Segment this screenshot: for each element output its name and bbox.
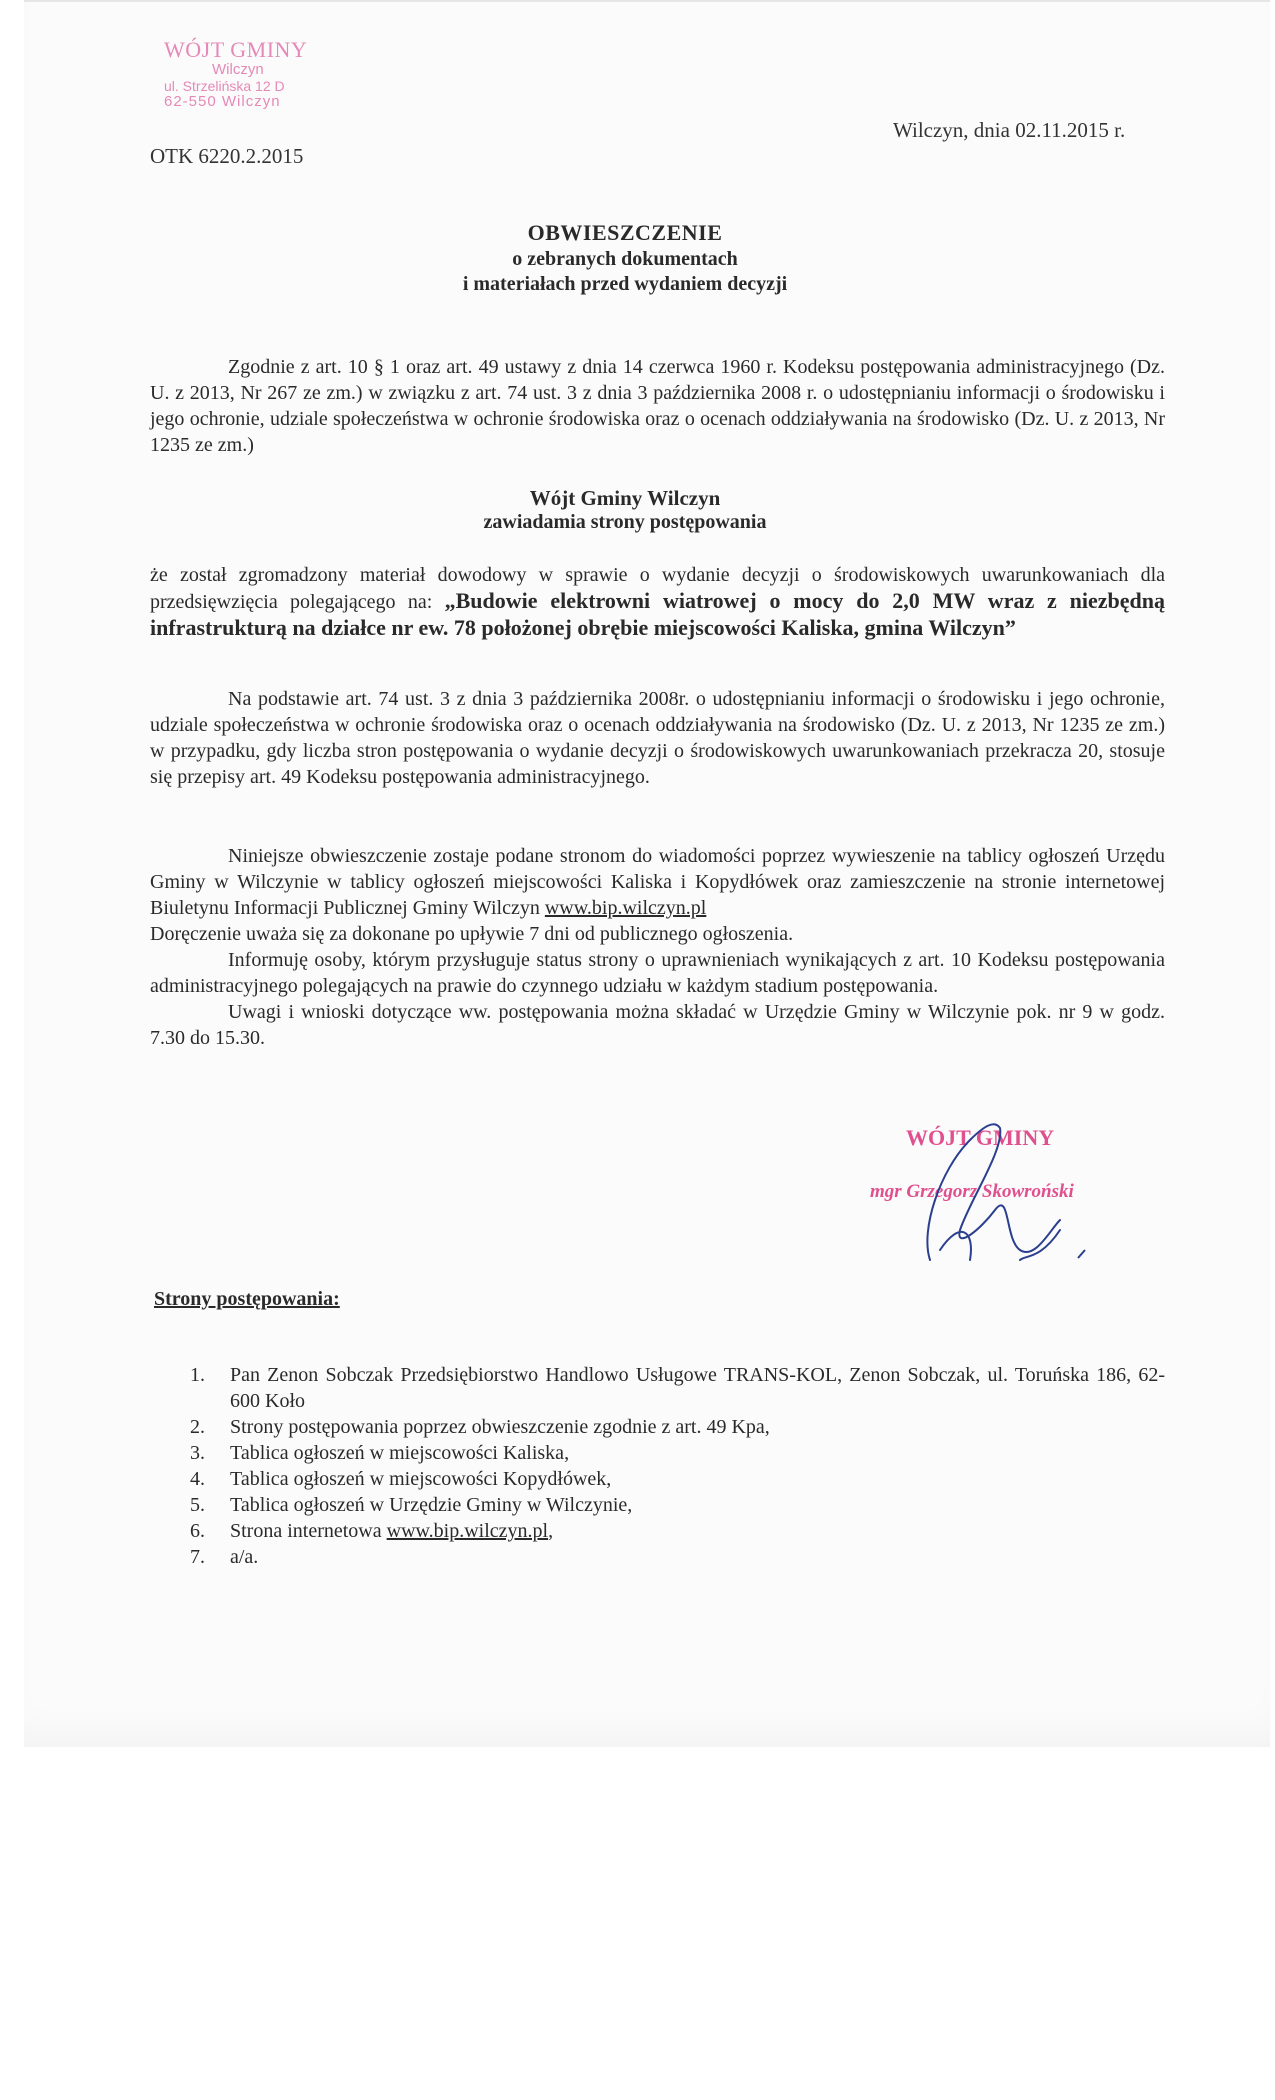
list-item-text: Tablica ogłoszeń w Urzędzie Gminy w Wilczynie,: [230, 1494, 633, 1516]
list-item-number: 1.: [190, 1364, 205, 1386]
office-stamp: [164, 38, 307, 110]
list-item-number: 6.: [190, 1520, 205, 1542]
list-item: [190, 1466, 1165, 1492]
list-item: [190, 1414, 1165, 1440]
legal-basis-text: Zgodnie z art. 10 § 1 oraz art. 49 ustawy z dnia 14 czerwca 1960 r. Kodeksu postępowania administracyjnego (Dz. U. z 2013, Nr 267 ze zm.) w związku z art. 74 ust. 3 z dnia 3 października 2008 r. o udostępnianiu informacji o środowisku i jego ochronie, udziale społeczeństwa w ochronie środowiska oraz o ocenach oddziaływania na środowisko (Dz. U. z 2013, Nr 1235 ze zm.): [150, 356, 1165, 456]
document-date: Wilczyn, dnia 02.11.2015 r.: [893, 118, 1126, 142]
parties-heading: Strony postępowania:: [154, 1288, 340, 1310]
list-item: [190, 1362, 1165, 1414]
announcement-p1-text: Niniejsze obwieszczenie zostaje podane stronom do wiadomości poprzez wywieszenie na tablicy ogłoszeń Urzędu Gminy w Wilczynie w tablicy ogłoszeń miejscowości Kaliska i Kopydłówek oraz zamieszczenie na stronie internetowej Biuletynu Informacji Publicznej Gminy Wilczyn: [150, 845, 1165, 919]
list-item: [190, 1492, 1165, 1518]
mayor-name: Wójt Gminy Wilczyn: [529, 486, 721, 510]
title-sub-1: o zebranych dokumentach: [512, 248, 738, 270]
parties-list: [190, 1362, 1165, 1570]
announcement-p3: Informuję osoby, którym przysługuje status strony o uprawnieniach wynikających z art. 10 Kodeksu postępowania administracyjnego polegających na prawie do czynnego udziału w każdym stadium postępowania.: [150, 949, 1165, 997]
basis-paragraph: [150, 686, 1165, 790]
handwritten-signature: [900, 1110, 1100, 1280]
list-item-text: a/a.: [230, 1546, 259, 1568]
announcement-p2: Doręczenie uważa się za dokonane po upływie 7 dni od publicznego ogłoszenia.: [150, 923, 794, 945]
list-item-text: Strony postępowania poprzez obwieszczenie zgodnie z art. 49 Kpa,: [230, 1416, 770, 1438]
list-item-text: Tablica ogłoszeń w miejscowości Kopydłówek,: [230, 1468, 612, 1490]
list-item-number: 3.: [190, 1442, 205, 1464]
list-item-text-prefix: Strona internetowa: [230, 1520, 387, 1542]
notice-intro: że został zgromadzony materiał dowodowy w sprawie o wydanie decyzji o środowiskowych uwarunkowaniach dla przedsięwzięcia polegającego na:: [150, 564, 1165, 613]
announcement-section: [150, 843, 1165, 1051]
list-item-text: Pan Zenon Sobczak Przedsiębiorstwo Handlowo Usługowe TRANS-KOL, Zenon Sobczak, ul. Toruńska 186, 62-600 Koło: [230, 1364, 1165, 1412]
announcement-p4: Uwagi i wnioski dotyczące ww. postępowania można składać w Urzędzie Gminy w Wilczynie pok. nr 9 w godz. 7.30 do 15.30.: [150, 1001, 1165, 1049]
announcement-p1: [150, 843, 1165, 921]
list-item-number: 5.: [190, 1494, 205, 1516]
document-title: [160, 220, 1090, 296]
office-stamp-postcode: 62-550 Wilczyn: [164, 93, 281, 110]
list-item: [190, 1440, 1165, 1466]
title-main: OBWIESZCZENIE: [527, 220, 723, 245]
office-stamp-street: ul. Strzelińska 12 D: [164, 78, 285, 94]
bip-link[interactable]: www.bip.wilczyn.pl: [544, 897, 707, 919]
mayor-notification: zawiadamia strony postępowania: [483, 511, 767, 533]
case-reference: OTK 6220.2.2015: [150, 144, 304, 168]
project-name: „Budowie elektrowni wiatrowej o mocy do 2,0 MW wraz z niezbędną infrastrukturą na działce nr ew. 78 położonej obrębie miejscowości Kaliska, gmina Wilczyn”: [150, 588, 1165, 640]
list-item-text-suffix: ,: [548, 1520, 554, 1542]
notice-paragraph: [150, 562, 1165, 642]
list-item-number: 2.: [190, 1416, 205, 1438]
office-stamp-town: Wilczyn: [212, 61, 264, 78]
signature-stamp-name: mgr Grzegorz Skowroński: [870, 1181, 1074, 1202]
basis-text: Na podstawie art. 74 ust. 3 z dnia 3 października 2008r. o udostępnianiu informacji o środowisku i jego ochronie, udziale społeczeństwa w ochronie środowiska oraz o ocenach oddziaływania na środowisko (Dz. U. z 2013, Nr 1235 ze zm.) w przypadku, gdy liczba stron postępowania o wydanie decyzji o środowiskowych uwarunkowaniach przekracza 20, stosuje się przepisy art. 49 Kodeksu postępowania administracyjnego.: [150, 688, 1165, 788]
list-item: [190, 1544, 1165, 1570]
list-item-text: Tablica ogłoszeń w miejscowości Kaliska,: [230, 1442, 570, 1464]
title-sub-2: i materiałach przed wydaniem decyzji: [462, 273, 788, 295]
office-stamp-title: WÓJT GMINY: [164, 37, 308, 62]
bip-link-list[interactable]: www.bip.wilczyn.pl: [386, 1520, 549, 1542]
list-item: [190, 1518, 1165, 1544]
list-item-number: 4.: [190, 1468, 205, 1490]
list-item-number: 7.: [190, 1546, 205, 1568]
legal-basis-paragraph: [150, 354, 1165, 458]
mayor-heading: [160, 486, 1090, 534]
signature-stamp-title: WÓJT GMINY: [906, 1125, 1055, 1150]
